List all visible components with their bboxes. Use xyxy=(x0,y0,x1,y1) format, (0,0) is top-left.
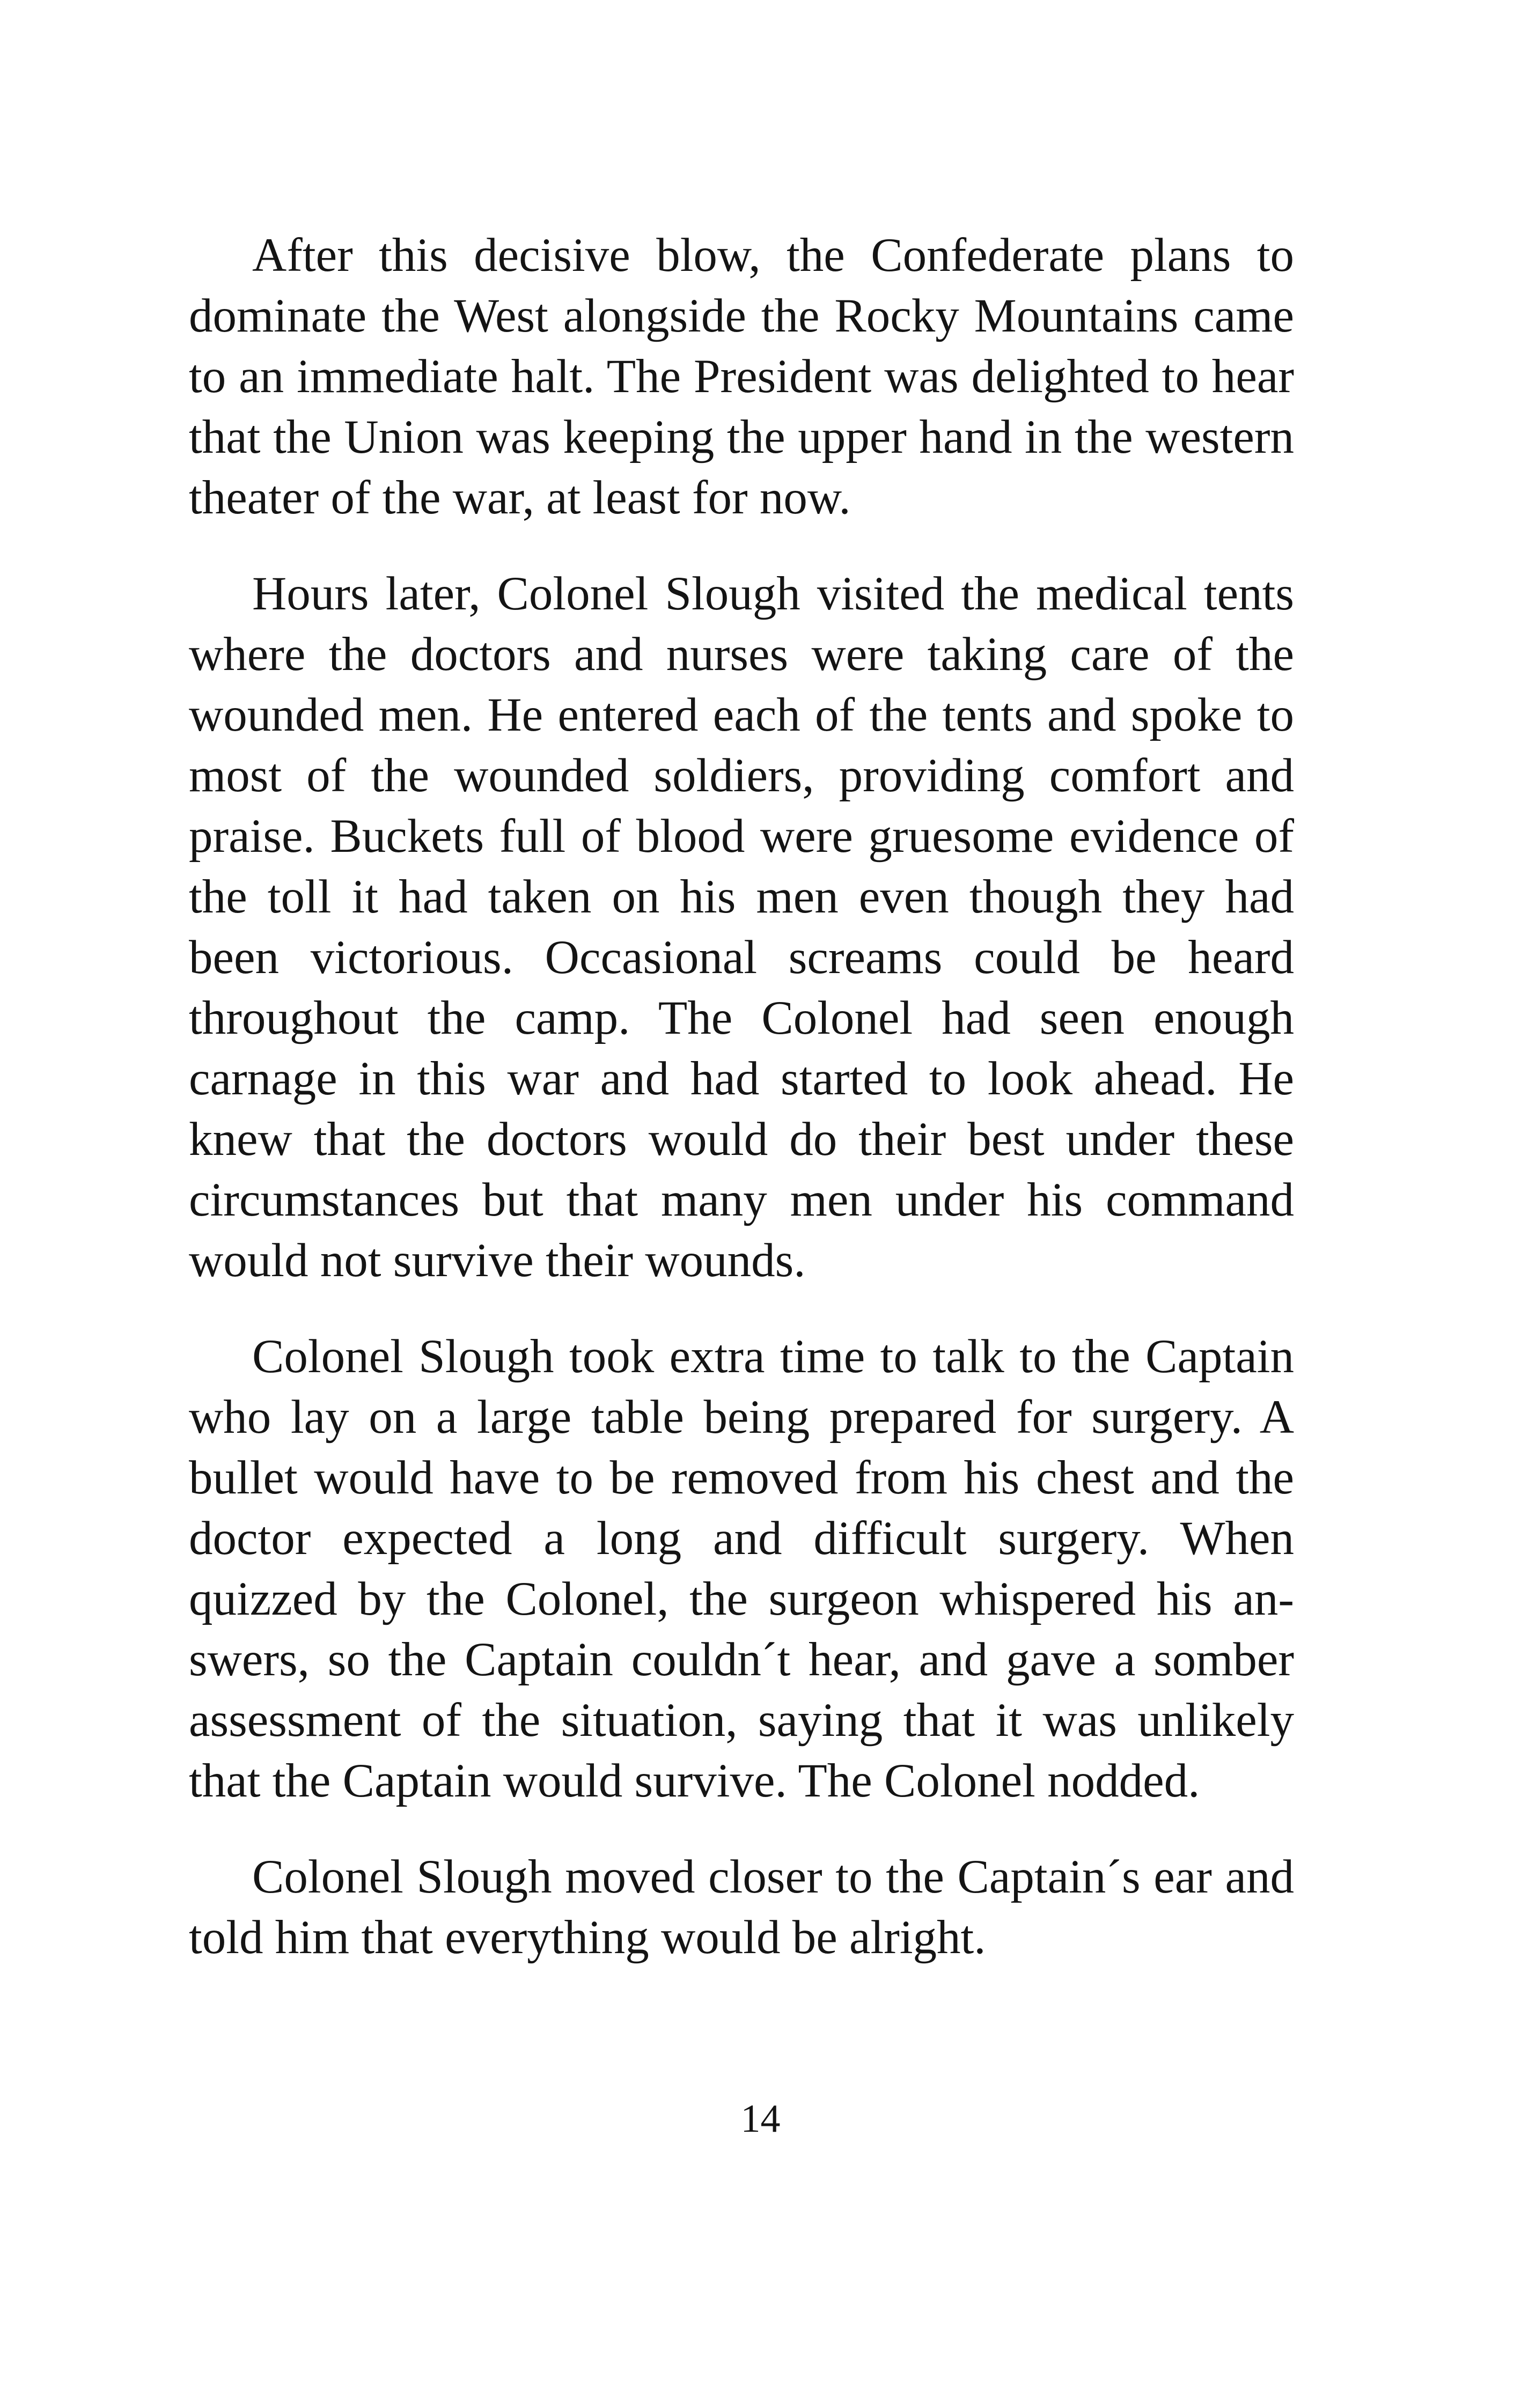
paragraph-1: After this decisive blow, the Confederate plans to dominate the West alongside the Rocky Mountains came to an immediate halt. The President was delighted to hear that the Union was keeping the upper hand in the western theater of the war, at least for now. xyxy=(189,229,1294,524)
paragraph-2: Hours later, Colonel Slough visited the medical tents where the doctors and nurses were taking care of the wounded men. He entered each of the tents and spoke to most of the wounded soldiers, providing comfort and praise. Buckets full of blood were gruesome evidence of the toll it had taken on his men even though they had been victorious. Occasional screams could be heard throughout the camp. The Colonel had seen enough carnage in this war and had started to look ahead. He knew that the doctors would do their best under these circumstances but that many men under his command would not survive their wounds. xyxy=(189,568,1294,1287)
paragraph-4: Colonel Slough moved closer to the Captain´s ear and told him that everything would be alright. xyxy=(189,1851,1294,1964)
body-text xyxy=(189,225,1294,2004)
page-number: 14 xyxy=(740,2097,781,2141)
paragraph-3: Colonel Slough took extra time to talk to the Captain who lay on a large table being prepared for surgery. A bullet would have to be removed from his chest and the doctor expected a long and difficult surgery. When quizzed by the Colonel, the surgeon whispered his answers, so the Captain couldn´t hear, and gave a somber assessment of the situation, saying that it was unlikely that the Captain would survive. The Colonel nodded. xyxy=(189,1330,1294,1807)
